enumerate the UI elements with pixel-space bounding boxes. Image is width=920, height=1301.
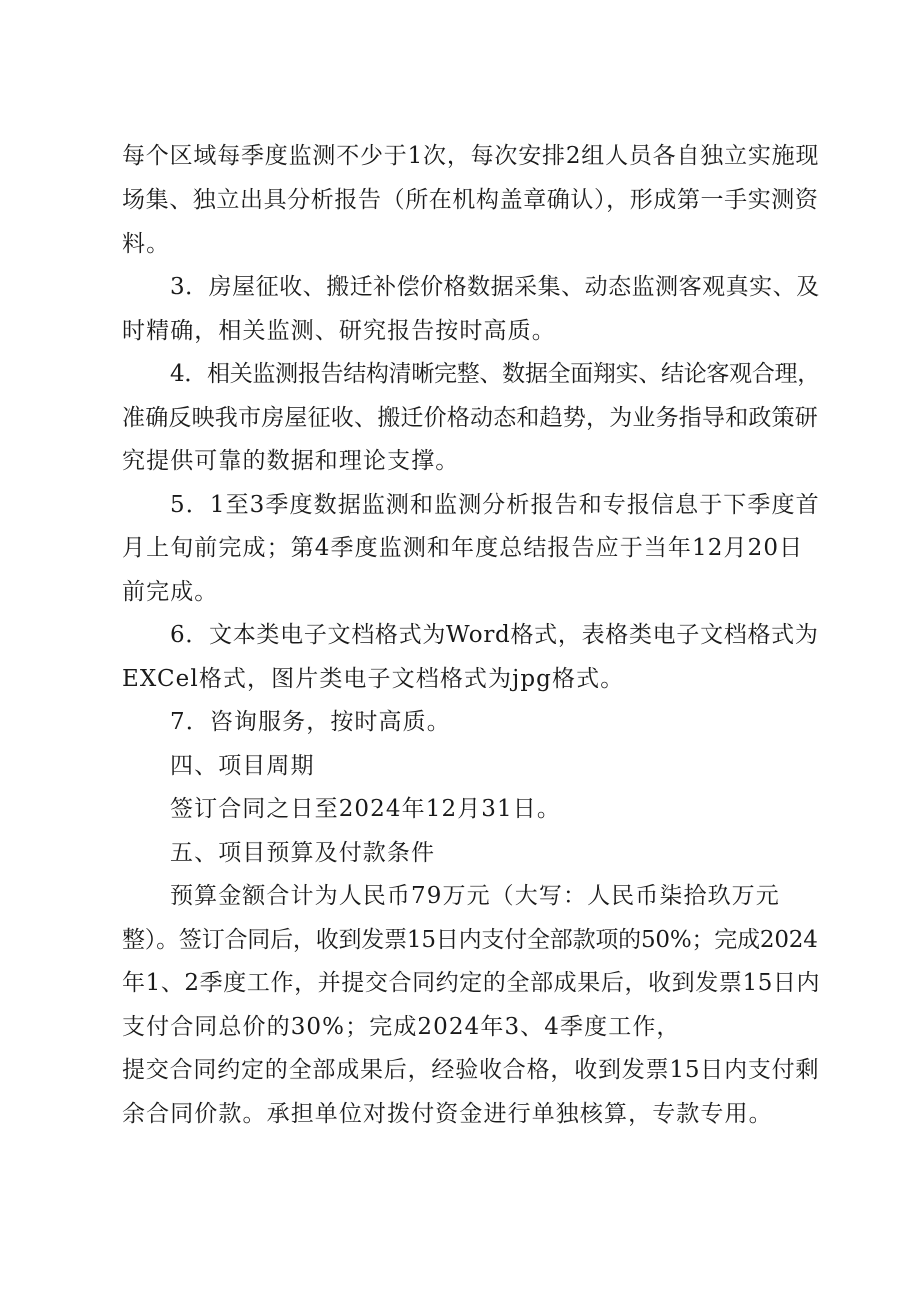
text-line: 签订合同之日至2024年12月31日。 <box>170 796 561 822</box>
text-line: 料。 <box>122 231 171 257</box>
text-line: 整）。签订合同后，收到发票15日内支付全部款项的50%；完成2024 <box>122 927 818 953</box>
text-line: 7．咨询服务，按时高质。 <box>170 709 451 735</box>
text-line: 每个区域每季度监测不少于1次，每次安排2组人员各自独立实施现 <box>122 143 820 169</box>
text-line: 前完成。 <box>122 579 219 605</box>
text-line: 6．文本类电子文档格式为Word格式，表格类电子文档格式为 <box>170 622 819 648</box>
text-line: 预算金额合计为人民币79万元（大写：人民币柒拾玖万元 <box>170 883 780 909</box>
text-line: 究提供可靠的数据和理论支撑。 <box>122 448 460 474</box>
text-line: 准确反映我市房屋征收、搬迁价格动态和趋势，为业务指导和政策研 <box>122 405 818 431</box>
section-heading: 四、项目周期 <box>170 753 315 779</box>
text-line: 场集、独立出具分析报告（所在机构盖章确认），形成第一手实测资 <box>122 187 819 213</box>
text-line: EXCel格式，图片类电子文档格式为jpg格式。 <box>122 666 625 692</box>
text-line: 3．房屋征收、搬迁补偿价格数据采集、动态监测客观真实、及 <box>170 274 820 300</box>
text-line: 4．相关监测报告结构清晰完整、数据全面翔实、结论客观合理， <box>170 361 820 387</box>
text-line: 年1、2季度工作，并提交合同约定的全部成果后，收到发票15日内 <box>122 970 821 996</box>
text-line: 月上旬前完成；第4季度监测和年度总结报告应于当年12月20日 <box>122 535 804 561</box>
text-line: 5．1至3季度数据监测和监测分析报告和专报信息于下季度首 <box>170 492 820 518</box>
text-line: 提交合同约定的全部成果后，经验收合格，收到发票15日内支付剩 <box>122 1057 820 1083</box>
text-line: 余合同价款。承担单位对拨付资金进行单独核算，专款专用。 <box>122 1101 773 1127</box>
section-heading: 五、项目预算及付款条件 <box>170 840 436 866</box>
text-line: 时精确，相关监测、研究报告按时高质。 <box>122 318 556 344</box>
text-line: 支付合同总价的30%；完成2024年3、4季度工作， <box>122 1014 681 1040</box>
